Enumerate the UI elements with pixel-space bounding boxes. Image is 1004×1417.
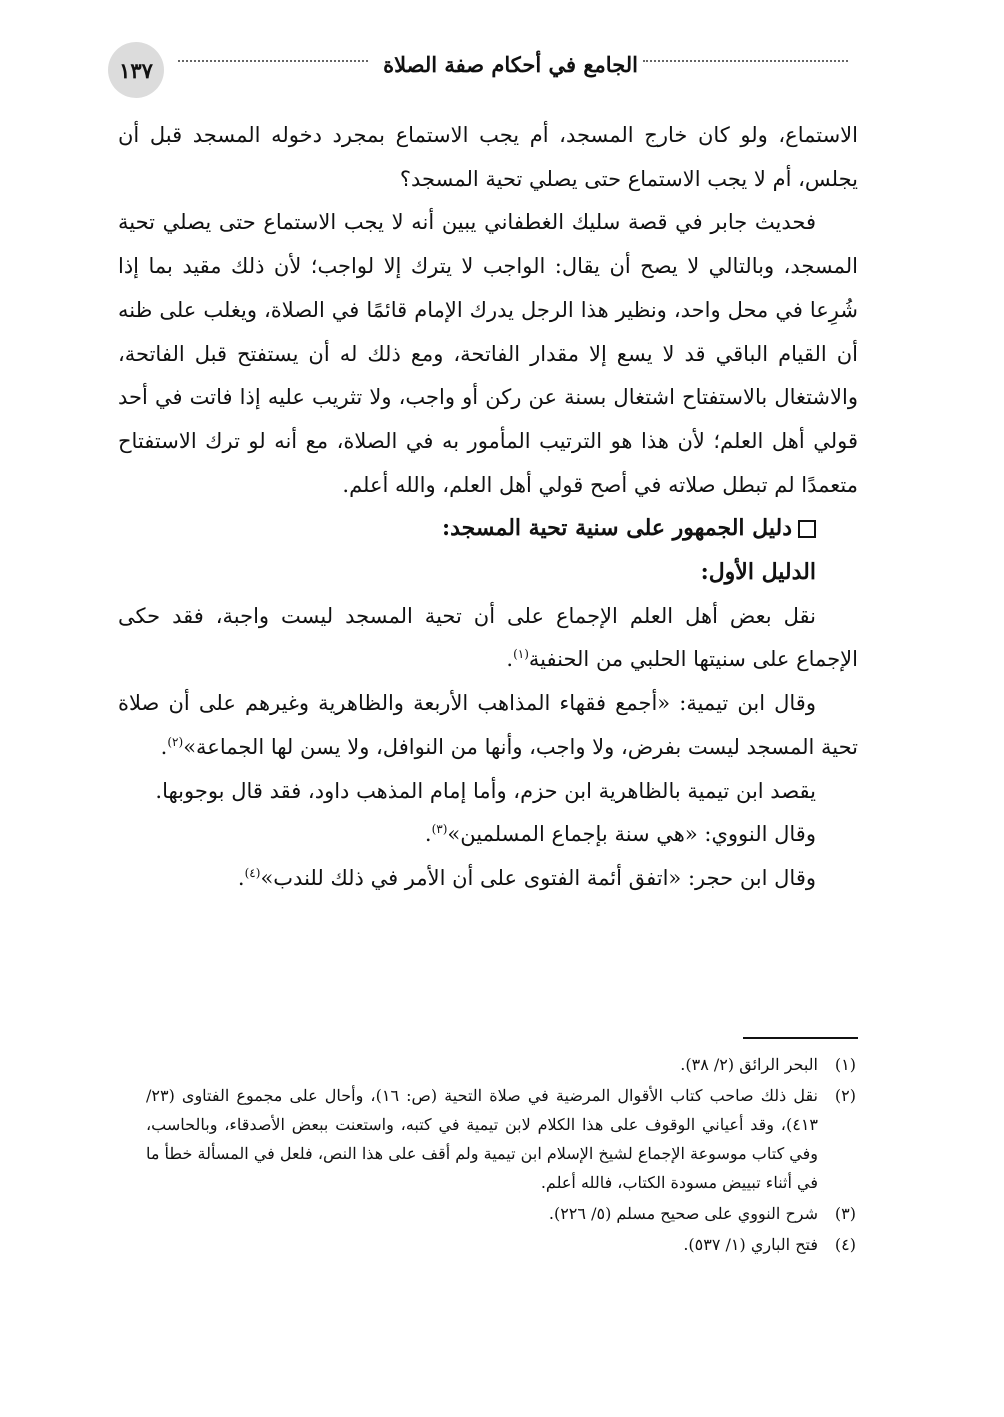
checkbox-square-icon bbox=[798, 520, 816, 538]
paragraph-7-end: . bbox=[237, 865, 245, 890]
paragraph-4 bbox=[118, 682, 858, 769]
footnote-ref-4[interactable]: (٤) bbox=[244, 865, 261, 880]
main-text bbox=[118, 114, 858, 901]
header-dots-left bbox=[178, 60, 368, 62]
footnote-separator bbox=[743, 1037, 858, 1039]
footnote-ref-3[interactable]: (٣) bbox=[431, 822, 448, 837]
footnote-number: (٢) bbox=[834, 1086, 856, 1105]
footnotes bbox=[146, 1050, 856, 1261]
paragraph-6-end: . bbox=[424, 822, 432, 847]
footnote-text: فتح الباري (١/ ٥٣٧). bbox=[683, 1235, 818, 1254]
section-heading-text: دليل الجمهور على سنية تحية المسجد: bbox=[441, 515, 792, 542]
paragraph-4-text: وقال ابن تيمية: «أجمع فقهاء المذاهب الأربعة والظاهرية وغيرهم على أن صلاة تحية المسجد ليست بفرض، ولا واجب، وأنها من النوافل، ولا يسن لها الجماعة» bbox=[118, 691, 858, 759]
footnote-1 bbox=[146, 1050, 856, 1079]
footnote-4 bbox=[146, 1230, 856, 1259]
footnote-text: البحر الرائق (٢/ ٣٨). bbox=[680, 1055, 818, 1074]
footnote-number: (٤) bbox=[834, 1235, 856, 1254]
paragraph-5: يقصد ابن تيمية بالظاهرية ابن حزم، وأما إمام المذهب داود، فقد قال بوجوبها. bbox=[155, 778, 816, 803]
paragraph-3-end: . bbox=[506, 647, 514, 672]
paragraph-1: الاستماع، ولو كان خارج المسجد، أم يجب الاستماع بمجرد دخوله المسجد قبل أن يجلس، أم لا يجب الاستماع حتى يصلي تحية المسجد؟ bbox=[118, 123, 858, 191]
paragraph-6-text: وقال النووي: «هي سنة بإجماع المسلمين» bbox=[447, 822, 816, 847]
footnote-number: (١) bbox=[834, 1055, 856, 1074]
footnote-number: (٣) bbox=[834, 1204, 856, 1223]
subsection-heading: الدليل الأول: bbox=[700, 559, 816, 586]
section-heading bbox=[118, 507, 858, 551]
paragraph-7 bbox=[118, 857, 858, 901]
page-header bbox=[108, 42, 848, 102]
header-dots-right bbox=[643, 60, 848, 62]
footnote-3 bbox=[146, 1199, 856, 1228]
footnote-2 bbox=[146, 1081, 856, 1197]
paragraph-3 bbox=[118, 595, 858, 682]
paragraph-3-text: نقل بعض أهل العلم الإجماع على أن تحية المسجد ليست واجبة، فقد حكى الإجماع على سنيتها الحلبي من الحنفية bbox=[118, 603, 858, 672]
footnote-ref-1[interactable]: (١) bbox=[513, 647, 529, 662]
paragraph-7-text: وقال ابن حجر: «اتفق أئمة الفتوى على أن الأمر في ذلك للندب» bbox=[260, 865, 816, 890]
paragraph-2: فحديث جابر في قصة سليك الغطفاني يبين أنه لا يجب الاستماع حتى يصلي تحية المسجد، وبالتالي لا يصح أن يقال: الواجب لا يترك إلا لواجب؛ لأن ذلك مقيد بما إذا شُرِعا في محل واحد، ونظير هذا الرجل يدرك الإمام قائمًا في الصلاة، ويغلب على ظنه أن القيام الباقي قد لا يسع إلا مقدار الفاتحة، ومع ذلك له أن يستفتح قبل الفاتحة، والاشتغال بالاستفتاح اشتغال بسنة عن ركن أو واجب، ولا تثريب عليه إذا فاتت في أحد قولي أهل العلم؛ لأن هذا هو الترتيب المأمور به في الصلاة، مع أنه لو ترك الاستفتاح متعمدًا لم تبطل صلاته في أصح قولي أهل العلم، والله أعلم. bbox=[118, 210, 858, 497]
footnote-text: شرح النووي على صحيح مسلم (٥/ ٢٢٦). bbox=[548, 1204, 818, 1223]
paragraph-4-end: . bbox=[160, 734, 168, 759]
page-number-badge: ١٣٧ bbox=[108, 42, 164, 98]
footnote-text: نقل ذلك صاحب كتاب الأقوال المرضية في صلاة التحية (ص: ١٦)، وأحال على مجموع الفتاوى (٢٣/ ٤١٣)، وقد أعياني الوقوف على هذا الكلام لابن تيمية في كتبه، واستعنت ببعض الأصدقاء، وبالحاسب، وفي كتاب موسوعة الإجماع لشيخ الإسلام ابن تيمية ولم أقف على هذا النص، فلعل في المسألة خطأ ما في أثناء تبييض مسودة الكتاب، فالله أعلم. bbox=[146, 1086, 818, 1192]
footnote-ref-2[interactable]: (٢) bbox=[167, 734, 184, 749]
running-title: الجامع في أحكام صفة الصلاة bbox=[383, 52, 638, 77]
paragraph-6 bbox=[118, 813, 858, 857]
